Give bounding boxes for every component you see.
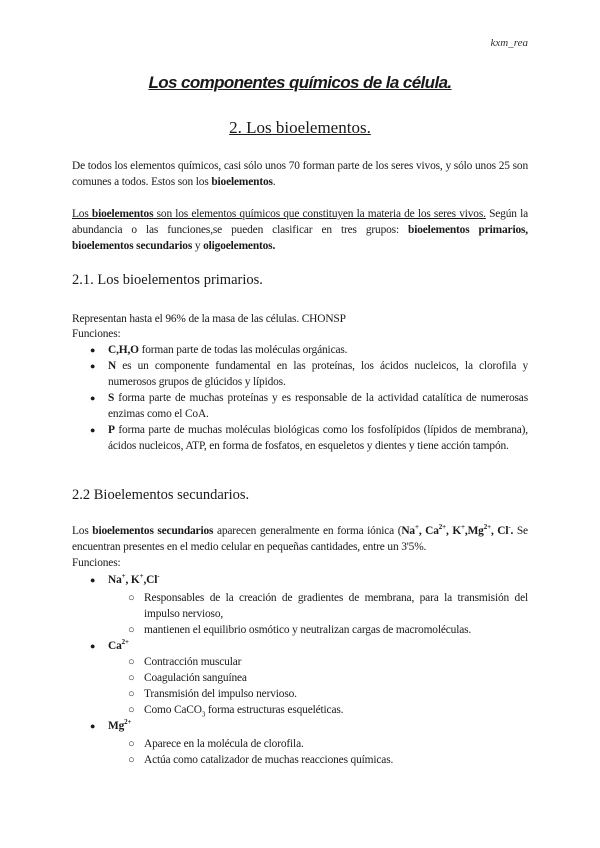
group-label-ca: $Ca^{2+}$ — [108, 638, 129, 652]
circle-bullet-icon — [128, 702, 135, 718]
heading-secundarios: 2.2 Bioelementos secundarios. — [72, 487, 250, 503]
sub-item: Transmisión del impulso nervioso. — [144, 688, 297, 700]
definition-underlined: Los bioelementos son los elementos químicos que constituyen la materia de los seres vivos. — [72, 208, 486, 220]
bullet-icon — [90, 638, 95, 654]
document-title: Los componentes químicos de la célula. — [148, 73, 452, 92]
circle-bullet-icon — [128, 654, 135, 670]
sub-item: Como CaCO$_3$ forma estructuras esqueléticas. — [144, 704, 344, 719]
section-title: 2. Los bioelementos. — [229, 118, 371, 137]
sub-item: Actúa como catalizador de muchas reacciones químicas. — [144, 754, 394, 766]
bullet-icon — [90, 572, 95, 588]
bullet-icon — [90, 390, 95, 406]
primarios-item: N es un componente fundamental en las proteínas, los ácidos nucleicos, la clorofila y numerosos grupos de glúcidos y lípidos. — [108, 360, 528, 388]
group-label-na-k-cl: Na+, K+,Cl- — [108, 572, 160, 586]
author-tag: kxm_rea — [490, 37, 528, 49]
bullet-icon — [90, 718, 95, 734]
primarios-item: P forma parte de muchas moléculas biológicas como los fosfolípidos (lípidos de membrana), ácidos nucleicos, ATP, en forma de fosfatos, en esqueletos y dientes y tiene acción tampón. — [108, 424, 528, 452]
circle-bullet-icon — [128, 752, 135, 768]
primarios-item: C,H,O forman parte de todas las moléculas orgánicas. — [108, 344, 348, 356]
sub-item: Aparece en la molécula de clorofila. — [144, 738, 304, 750]
intro-paragraph: De todos los elementos químicos, casi sólo unos 70 forman parte de los seres vivos, y sólo unos 25 son comunes a todos. Estos son los bioelementos. — [72, 160, 528, 188]
primarios-item: S forma parte de muchas proteínas y es responsable de la actividad catalítica de numerosas enzimas como el CoA. — [108, 392, 528, 420]
bullet-icon — [90, 358, 95, 374]
secundarios-funciones-label: Funciones: — [72, 557, 121, 569]
heading-primarios: 2.1. Los bioelementos primarios. — [72, 272, 263, 288]
circle-bullet-icon — [128, 590, 135, 606]
definition-paragraph: Los bioelementos son los elementos químicos que constituyen la materia de los seres vivos. Según la abundancia o las funciones,se pueden clasificar en tres grupos: bioelementos primarios, bioelementos secundarios y oligoelementos. — [72, 208, 528, 252]
circle-bullet-icon — [128, 686, 135, 702]
sub-item: Contracción muscular — [144, 656, 242, 668]
primarios-intro: Representan hasta el 96% de la masa de las células. CHONSP — [72, 313, 346, 325]
circle-bullet-icon — [128, 622, 135, 638]
sub-item: Coagulación sanguínea — [144, 672, 247, 684]
bullet-icon — [90, 422, 95, 438]
primarios-funciones-label: Funciones: — [72, 328, 121, 340]
circle-bullet-icon — [128, 670, 135, 686]
sub-item: Responsables de la creación de gradientes de membrana, para la transmisión del impulso nervioso, — [144, 592, 528, 620]
sub-item: mantienen el equilibrio osmótico y neutralizan cargas de macromoléculas. — [144, 624, 472, 636]
bullet-icon — [90, 342, 95, 358]
secundarios-intro: Los bioelementos secundarios aparecen generalmente en forma iónica (Na+, $Ca^{2+}$, $K^+,Mg^{2+}$, Cl-. Se encuentran presentes en el medio celular en pequeñas cantidades, entre un 3'5%. — [72, 523, 528, 553]
circle-bullet-icon — [128, 736, 135, 752]
group-label-mg: $Mg^{2+}$ — [108, 718, 132, 732]
